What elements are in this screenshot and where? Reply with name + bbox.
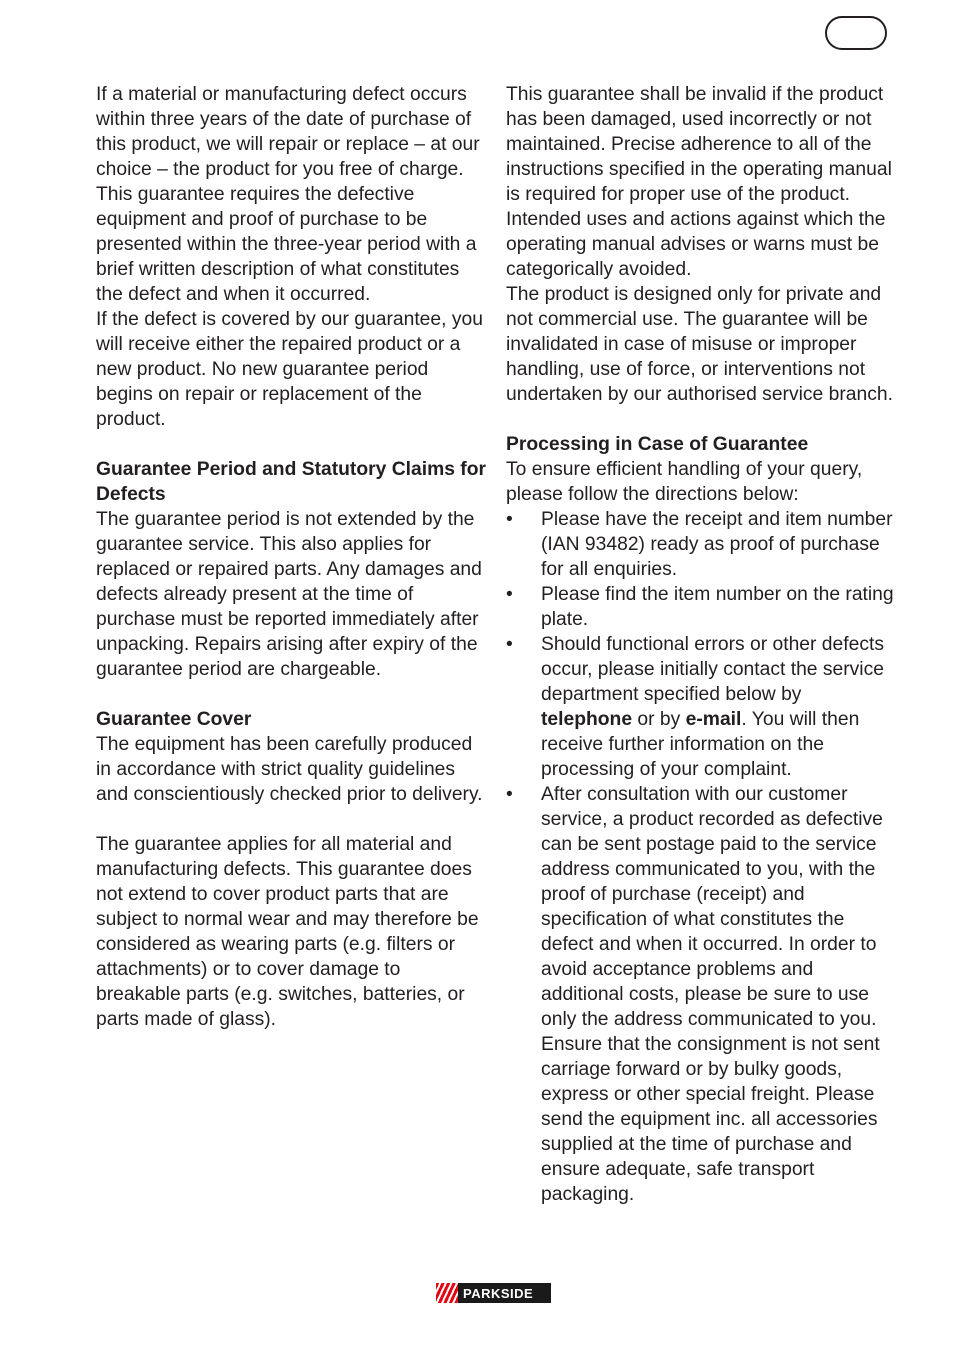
bullet-icon: • bbox=[506, 634, 513, 655]
guarantee-cover-paragraph: The equipment has been carefully produced in accordance with strict quality guidelines and conscientiously checked prior to delivery. bbox=[96, 734, 483, 805]
list-item-text: or by bbox=[632, 709, 686, 730]
right-column bbox=[506, 82, 896, 1207]
list-item bbox=[506, 782, 896, 1207]
list-item bbox=[506, 632, 896, 782]
list-item-text: . You will then receive further information on the processing of your complaint. bbox=[541, 709, 860, 780]
guarantee-scope-paragraph: The guarantee applies for all material and manufacturing defects. This guarantee does not extend to cover product parts that are subject to normal wear and may therefore be considered as wearing parts (e.g. filters or attachments) or to cover damage to breakable parts (e.g. switches, batteries, or parts made of glass). bbox=[96, 834, 479, 1030]
guarantee-repair-paragraph: If the defect is covered by our guarantee, you will receive either the repaired product or a new product. No new guarantee period begins on repair or replacement of the product. bbox=[96, 309, 483, 430]
list-item-text: After consultation with our customer service, a product recorded as defective can be sent postage paid to the service address communicated to you, with the proof of purchase (receipt) and specification of what constitutes the defect and when it occurred. In order to avoid acceptance problems and additional costs, please be sure to use only the address communicated to you. Ensure that the consignment is not sent carriage forward or by bulky goods, express or other special freight. Please send the equipment inc. all accessories supplied at the time of purchase and ensure adequate, safe transport packaging. bbox=[541, 784, 883, 1205]
logo-stripes-icon bbox=[436, 1283, 458, 1303]
email-emphasis: e-mail bbox=[685, 709, 742, 730]
heading-guarantee-cover: Guarantee Cover bbox=[96, 709, 252, 730]
bullet-icon: • bbox=[506, 509, 513, 530]
bullet-icon: • bbox=[506, 784, 513, 805]
logo-text: PARKSIDE bbox=[463, 1285, 534, 1301]
guarantee-period-paragraph: The guarantee period is not extended by the guarantee service. This also applies for replaced or repaired parts. Any damages and defects already present at the time of purchase must be reported immediately after unpacking. Repairs arising after expiry of the guarantee period are chargeable. bbox=[96, 509, 482, 680]
heading-guarantee-period: Guarantee Period and Statutory Claims for Defects bbox=[96, 459, 486, 505]
list-item bbox=[506, 582, 896, 632]
list-item-text: Please have the receipt and item number (IAN 93482) ready as proof of purchase for all enquiries. bbox=[541, 509, 893, 580]
list-item bbox=[506, 507, 896, 582]
language-badge bbox=[825, 16, 887, 50]
heading-processing: Processing in Case of Guarantee bbox=[506, 434, 809, 455]
list-item-text: Please find the item number on the rating plate. bbox=[541, 584, 894, 630]
private-use-paragraph: The product is designed only for private and not commercial use. The guarantee will be invalidated in case of misuse or improper handling, use of force, or interventions not undertaken by our authorised service branch. bbox=[506, 284, 893, 405]
left-column bbox=[96, 82, 486, 1032]
processing-intro-paragraph: To ensure efficient handling of your query, please follow the directions below: bbox=[506, 459, 863, 505]
parkside-logo bbox=[436, 1283, 551, 1303]
processing-steps-list bbox=[506, 507, 896, 1207]
guarantee-invalid-paragraph: This guarantee shall be invalid if the product has been damaged, used incorrectly or not maintained. Precise adherence to all of the instructions specified in the operating manual is required for proper use of the product. Intended uses and actions against which the operating manual advises or warns must be categorically avoided. bbox=[506, 84, 892, 280]
telephone-emphasis: telephone bbox=[541, 709, 633, 730]
list-item-text: Should functional errors or other defects occur, please initially contact the service department specified below by bbox=[541, 634, 884, 705]
bullet-icon: • bbox=[506, 584, 513, 605]
guarantee-intro-paragraph: If a material or manufacturing defect occurs within three years of the date of purchase of this product, we will repair or replace – at our choice – the product for you free of charge. This guarantee requires the defective equipment and proof of purchase to be presented within the three-year period with a brief written description of what constitutes the defect and when it occurred. bbox=[96, 84, 480, 305]
